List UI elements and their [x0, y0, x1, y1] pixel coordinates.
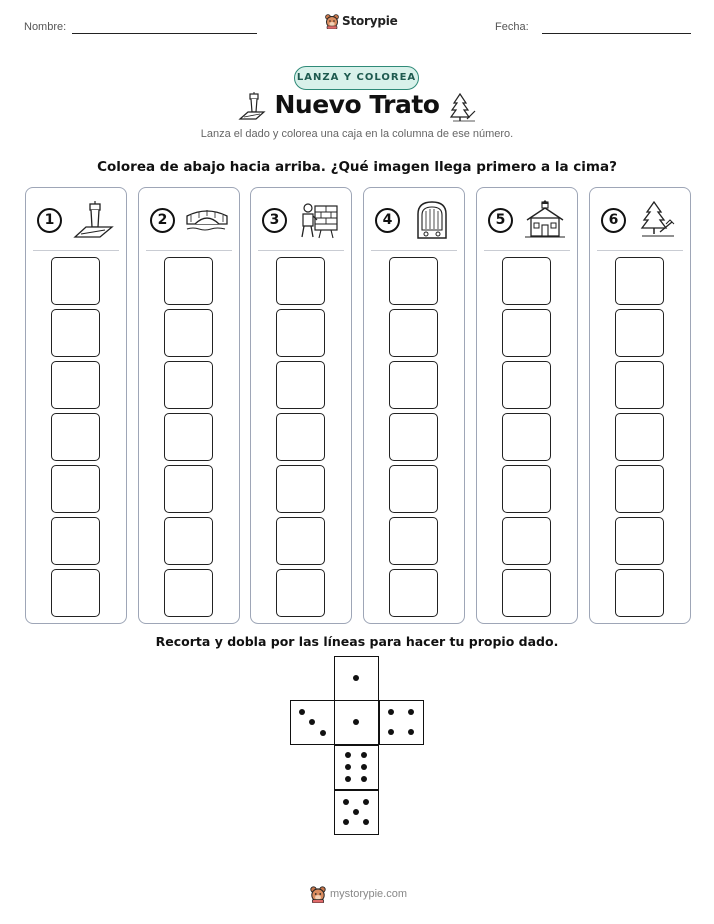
- coloring-box: [615, 309, 664, 357]
- die-pip: [361, 776, 367, 782]
- coloring-box: [389, 569, 438, 617]
- column-2: [138, 187, 240, 624]
- coloring-box: [502, 569, 551, 617]
- column-number: 1: [37, 208, 62, 233]
- die-pip: [408, 729, 414, 735]
- cut-instruction: Recorta y dobla por las líneas para hacer tu propio dado.: [155, 634, 559, 649]
- coloring-box: [389, 361, 438, 409]
- column-number: 6: [601, 208, 626, 233]
- coloring-box: [615, 361, 664, 409]
- coloring-box: [164, 465, 213, 513]
- activity-badge: LANZA Y COLOREA: [294, 66, 419, 90]
- name-label: Nombre:: [24, 21, 67, 33]
- die-pip: [388, 709, 394, 715]
- column-divider: [371, 250, 457, 251]
- stone-bridge-icon: [185, 200, 229, 240]
- coloring-box: [389, 257, 438, 305]
- die-face-1: [334, 700, 379, 745]
- coloring-box: [502, 413, 551, 461]
- coloring-box: [389, 413, 438, 461]
- logo: [325, 13, 398, 29]
- coloring-box: [276, 569, 325, 617]
- coloring-box: [51, 517, 100, 565]
- die-face-1: [334, 656, 379, 701]
- schoolhouse-icon: [523, 200, 567, 240]
- coloring-box: [51, 569, 100, 617]
- column-5: [476, 187, 578, 624]
- subtitle: Lanza el dado y colorea una caja en la columna de ese número.: [200, 128, 514, 140]
- coloring-box: [276, 257, 325, 305]
- coloring-box: [389, 309, 438, 357]
- die-face-4: [379, 700, 424, 745]
- coloring-box: [615, 465, 664, 513]
- coloring-box: [615, 517, 664, 565]
- page-title: Nuevo Trato: [274, 90, 440, 119]
- column-divider: [597, 250, 683, 251]
- die-pip: [361, 752, 367, 758]
- footer-url: mystorypie.com: [330, 888, 408, 900]
- column-4: [363, 187, 465, 624]
- coloring-box: [389, 465, 438, 513]
- die-pip: [345, 764, 351, 770]
- column-divider: [484, 250, 570, 251]
- coloring-box: [51, 361, 100, 409]
- coloring-box: [164, 361, 213, 409]
- column-divider: [146, 250, 232, 251]
- column-1: [25, 187, 127, 624]
- pine-tree-icon: [636, 200, 680, 240]
- coloring-box: [615, 413, 664, 461]
- die-pip: [343, 799, 349, 805]
- bricklayer-workers-icon: [297, 200, 341, 240]
- coloring-box: [502, 257, 551, 305]
- die-pip: [353, 675, 359, 681]
- column-divider: [258, 250, 344, 251]
- coloring-box: [276, 413, 325, 461]
- coloring-box: [502, 361, 551, 409]
- die-face-6: [334, 745, 379, 790]
- coloring-box: [502, 517, 551, 565]
- coloring-box: [164, 569, 213, 617]
- column-3: [250, 187, 352, 624]
- die-pip: [309, 719, 315, 725]
- airport-tower-icon: [72, 200, 116, 240]
- die-pip: [363, 819, 369, 825]
- die-pip: [345, 776, 351, 782]
- coloring-box: [164, 309, 213, 357]
- pine-tree-icon: [449, 92, 477, 122]
- die-pip: [343, 819, 349, 825]
- die-pip: [353, 719, 359, 725]
- die-pip: [345, 752, 351, 758]
- die-pip: [361, 764, 367, 770]
- bear-logo-icon: [310, 885, 326, 903]
- die-pip: [299, 709, 305, 715]
- coloring-box: [164, 257, 213, 305]
- coloring-box: [276, 517, 325, 565]
- die-pip: [363, 799, 369, 805]
- column-number: 4: [375, 208, 400, 233]
- coloring-box: [51, 309, 100, 357]
- logo-text: Storypie: [342, 14, 398, 28]
- die-pip: [320, 730, 326, 736]
- coloring-box: [276, 465, 325, 513]
- column-number: 2: [150, 208, 175, 233]
- die-face-5: [334, 790, 379, 835]
- coloring-box: [615, 257, 664, 305]
- coloring-box: [51, 413, 100, 461]
- die-pip: [388, 729, 394, 735]
- name-line: [72, 33, 257, 34]
- coloring-box: [51, 257, 100, 305]
- die-face-3: [290, 700, 335, 745]
- column-divider: [33, 250, 119, 251]
- column-number: 5: [488, 208, 513, 233]
- die-pip: [353, 809, 359, 815]
- coloring-box: [389, 517, 438, 565]
- coloring-box: [276, 309, 325, 357]
- footer: [310, 885, 407, 903]
- die-pip: [408, 709, 414, 715]
- coloring-box: [164, 413, 213, 461]
- date-label: Fecha:: [495, 21, 529, 33]
- column-6: [589, 187, 691, 624]
- coloring-box: [276, 361, 325, 409]
- coloring-box: [502, 465, 551, 513]
- date-line: [542, 33, 691, 34]
- coloring-box: [615, 569, 664, 617]
- column-number: 3: [262, 208, 287, 233]
- coloring-box: [502, 309, 551, 357]
- bear-logo-icon: [325, 13, 339, 29]
- coloring-box: [164, 517, 213, 565]
- vintage-radio-icon: [410, 200, 454, 240]
- coloring-box: [51, 465, 100, 513]
- instruction: Colorea de abajo hacia arriba. ¿Qué imagen llega primero a la cima?: [97, 159, 617, 175]
